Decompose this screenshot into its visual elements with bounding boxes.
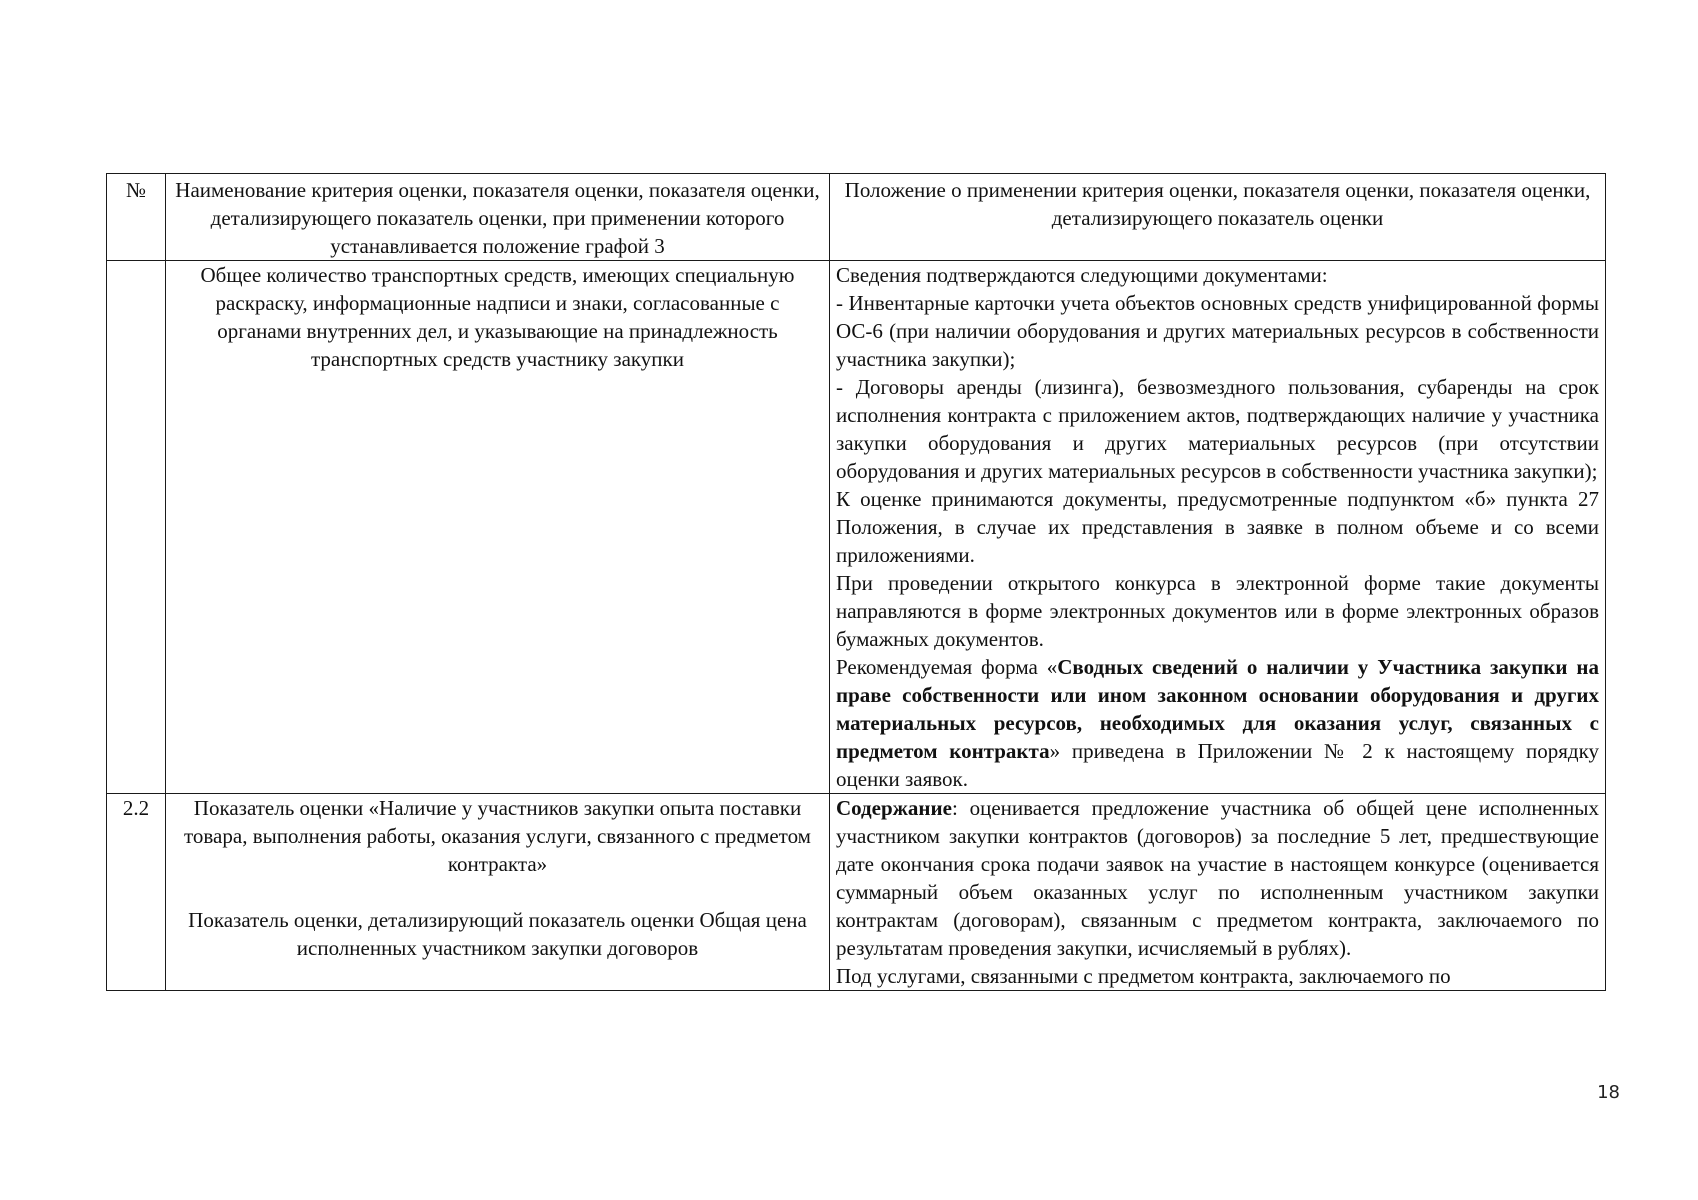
content-label: Содержание bbox=[836, 796, 952, 820]
position-paragraph: Сведения подтверждаются следующими документами: bbox=[836, 263, 1328, 287]
recommended-form-prefix: Рекомендуемая форма « bbox=[836, 655, 1058, 679]
table-row bbox=[107, 794, 1606, 991]
table-header-row bbox=[107, 174, 1606, 261]
position-paragraph: - Инвентарные карточки учета объектов основных средств унифицированной формы ОС-6 (при наличии оборудования и других материальных ресурсов в собственности участника закупки); bbox=[836, 291, 1599, 371]
criterion-name-cell bbox=[166, 794, 830, 991]
content-text: : оценивается предложение участника об общей цене исполненных участником закупки контрактов (договоров) за последние 5 лет, предшествующие дате окончания срока подачи заявок на участие в настоящем конкурсе (оценивается суммарный объем оказанных услуг по исполненным участником закупки контрактам (договорам), связанным с предметом контракта, заключаемого по результатам проведения закупки, исчисляемый в рублях). bbox=[836, 796, 1599, 960]
position-paragraph: - Договоры аренды (лизинга), безвозмездного пользования, субаренды на срок исполнения контракта с приложением актов, подтверждающих наличие у участника закупки оборудования и других материальных ресурсов (при отсутствии оборудования и других материальных ресурсов в собственности участника закупки); bbox=[836, 375, 1599, 483]
header-criterion-name: Наименование критерия оценки, показателя оценки, показателя оценки, детализирующего показатель оценки, при применении которого устанавливается положение графой 3 bbox=[166, 174, 830, 261]
recommended-form-suffix: » приведена в Приложении № 2 к настоящему порядку оценки заявок. bbox=[836, 739, 1600, 791]
recommended-form-title: Сводных сведений о наличии у Участника закупки на праве собственности или ином законном основании оборудования и других материальных ресурсов, необходимых для оказания услуг, связанных с предметом контракта bbox=[836, 655, 1599, 763]
position-paragraph: Под услугами, связанными с предметом контракта, заключаемого по bbox=[836, 964, 1451, 988]
row-num bbox=[107, 261, 166, 794]
page-number: 18 bbox=[1597, 1082, 1620, 1103]
spacer bbox=[172, 878, 823, 906]
position-cell bbox=[830, 794, 1606, 991]
detail-indicator-name: Показатель оценки, детализирующий показатель оценки Общая цена исполненных участником закупки договоров bbox=[188, 908, 807, 960]
criterion-name: Общее количество транспортных средств, имеющих специальную раскраску, информационные надписи и знаки, согласованные с органами внутренних дел, и указывающие на принадлежность транспортных средств участнику закупки bbox=[166, 261, 830, 794]
position-paragraph bbox=[836, 653, 1599, 793]
position-cell bbox=[830, 261, 1606, 794]
position-paragraph: При проведении открытого конкурса в электронной форме такие документы направляются в форме электронных документов или в форме электронных образов бумажных документов. bbox=[836, 571, 1599, 651]
criteria-table bbox=[106, 173, 1606, 991]
header-position: Положение о применении критерия оценки, показателя оценки, показателя оценки, детализирующего показатель оценки bbox=[830, 174, 1606, 261]
table-row bbox=[107, 261, 1606, 794]
position-paragraph bbox=[836, 794, 1599, 962]
header-num: № bbox=[107, 174, 166, 261]
criterion-name: Показатель оценки «Наличие у участников закупки опыта поставки товара, выполнения работы, оказания услуги, связанного с предметом контракта» bbox=[184, 796, 811, 876]
position-paragraph: К оценке принимаются документы, предусмотренные подпунктом «б» пункта 27 Положения, в случае их представления в заявке в полном объеме и со всеми приложениями. bbox=[836, 487, 1599, 567]
row-num: 2.2 bbox=[107, 794, 166, 991]
